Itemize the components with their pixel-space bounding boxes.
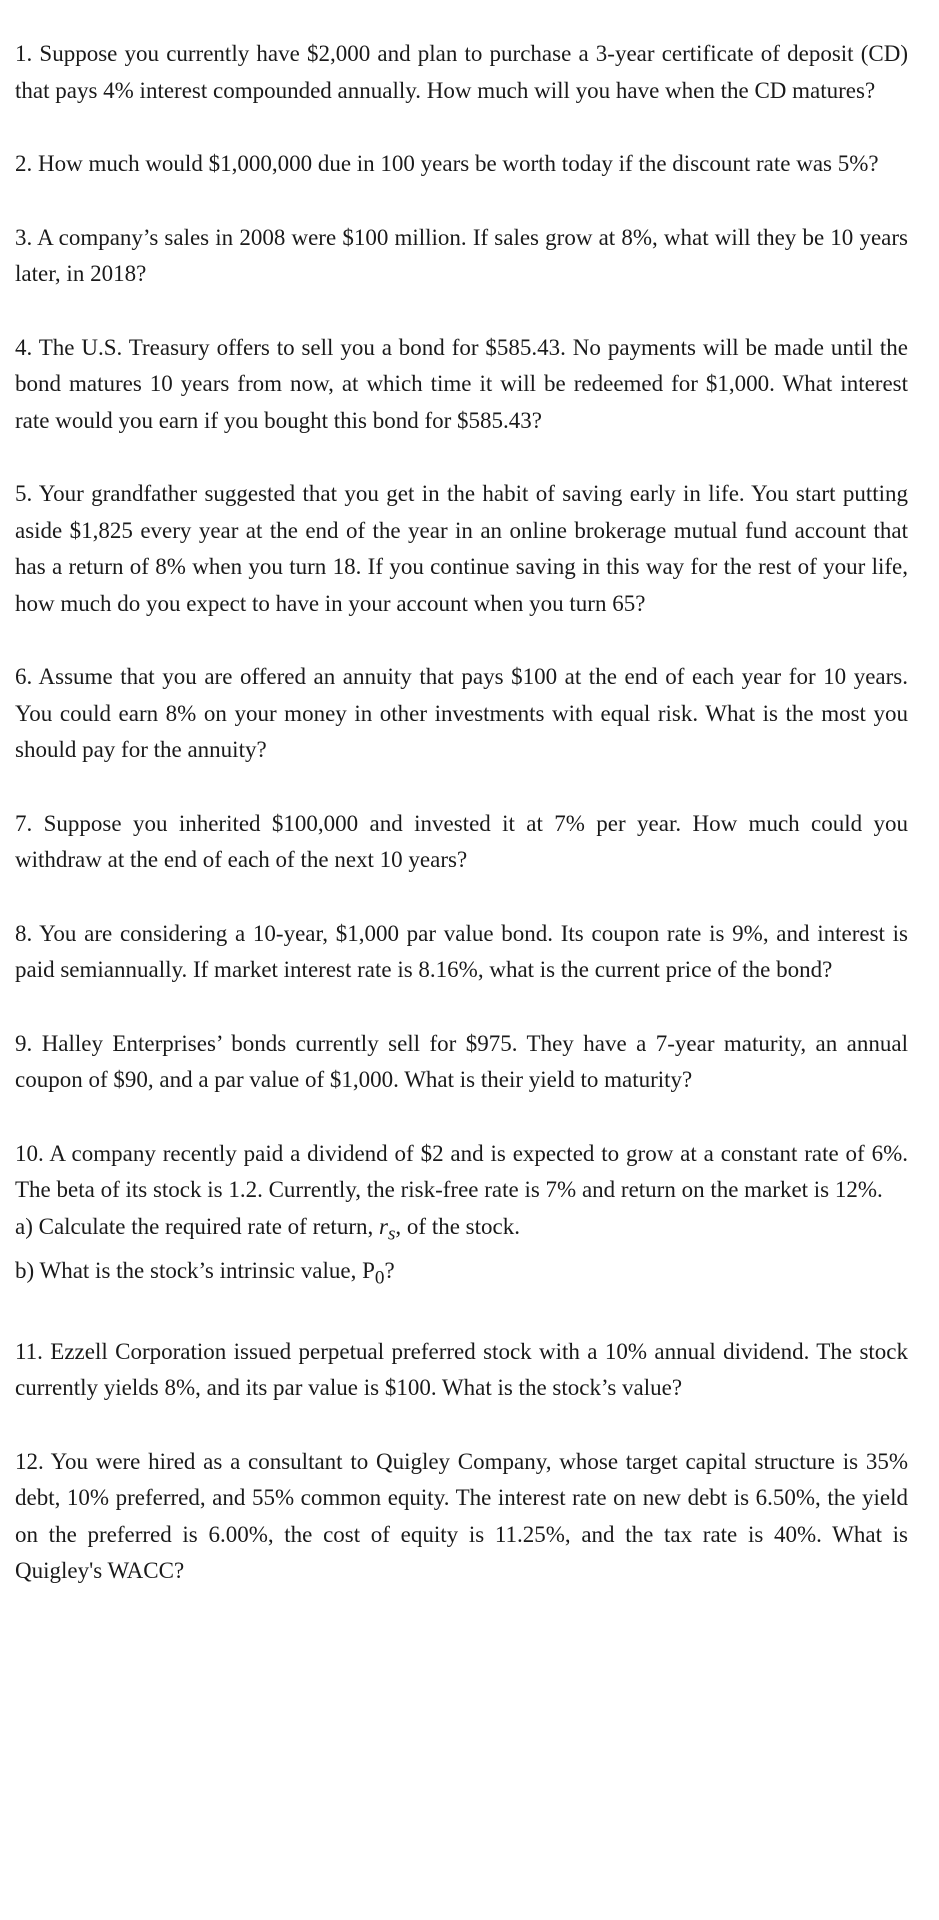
part-a-text: a) Calculate the required rate of return, — [15, 1213, 379, 1239]
question-8 — [15, 916, 908, 989]
question-12 — [15, 1444, 908, 1590]
question-3 — [15, 220, 908, 293]
question-text: 12. You were hired as a consultant to Quigley Company, whose target capital structure is 35% debt, 10% preferred, and 55% common equity. The interest rate on new debt is 6.50%, the yield on the preferred is 6.00%, the cost of equity is 11.25%, and the tax rate is 40%. What is Quigley's WACC? — [15, 1448, 908, 1584]
question-text: 10. A company recently paid a dividend of $2 and is expected to grow at a constant rate of 6%. The beta of its stock is 1.2. Currently, the risk-free rate is 7% and return on the market is 12%. — [15, 1140, 908, 1202]
question-10-part-b — [15, 1253, 908, 1297]
question-6 — [15, 659, 908, 769]
question-10 — [15, 1136, 908, 1297]
part-a-text-end: , of the stock. — [395, 1213, 520, 1239]
question-5 — [15, 476, 908, 622]
p0-subscript: 0 — [374, 1267, 385, 1289]
part-b-text: b) What is the stock’s intrinsic value, P — [15, 1257, 375, 1283]
question-text: 11. Ezzell Corporation issued perpetual preferred stock with a 10% annual dividend. The stock currently yields 8%, and its par value is $100. What is the stock’s value? — [15, 1338, 908, 1401]
question-7 — [15, 806, 908, 879]
question-10-part-a — [15, 1209, 908, 1253]
part-b-text-end: ? — [384, 1257, 395, 1283]
rs-subscript: s — [387, 1223, 396, 1245]
question-text: 5. Your grandfather suggested that you get in the habit of saving early in life. You start putting aside $1,825 every year at the end of the year in an online brokerage mutual fund account that has a return of 8% when you turn 18. If you continue saving in this way for the rest of your life, how much do you expect to have in your account when you turn 65? — [15, 481, 908, 616]
question-text: 6. Assume that you are offered an annuity that pays $100 at the end of each year for 10 years. You could earn 8% on your money in other investments with equal risk. What is the most you should pay for the annuity? — [15, 664, 908, 762]
question-4 — [15, 330, 908, 440]
question-text: 1. Suppose you currently have $2,000 and plan to purchase a 3-year certificate of deposit (CD) that pays 4% interest compounded annually. How much will you have when the CD matures? — [15, 41, 908, 103]
question-text: 4. The U.S. Treasury offers to sell you a bond for $585.43. No payments will be made until the bond matures 10 years from now, at which time it will be redeemed for $1,000. What interest rate would you earn if you bought this bond for $585.43? — [15, 334, 908, 433]
question-text: 2. How much would $1,000,000 due in 100 years be worth today if the discount rate was 5%? — [15, 151, 879, 176]
rs-variable: r — [378, 1213, 388, 1239]
question-11 — [15, 1334, 908, 1407]
question-text: 3. A company’s sales in 2008 were $100 million. If sales grow at 8%, what will they be 10 years later, in 2018? — [15, 224, 908, 286]
question-text: 8. You are considering a 10-year, $1,000 par value bond. Its coupon rate is 9%, and interest is paid semiannually. If market interest rate is 8.16%, what is the current price of the bond? — [15, 920, 908, 982]
problem-set — [15, 36, 908, 1627]
question-9 — [15, 1026, 908, 1099]
question-1 — [15, 36, 908, 109]
question-text: 9. Halley Enterprises’ bonds currently sell for $975. They have a 7-year maturity, an annual coupon of $90, and a par value of $1,000. What is their yield to maturity? — [15, 1030, 908, 1092]
question-2 — [15, 146, 908, 183]
question-text: 7. Suppose you inherited $100,000 and invested it at 7% per year. How much could you withdraw at the end of each of the next 10 years? — [15, 810, 908, 872]
